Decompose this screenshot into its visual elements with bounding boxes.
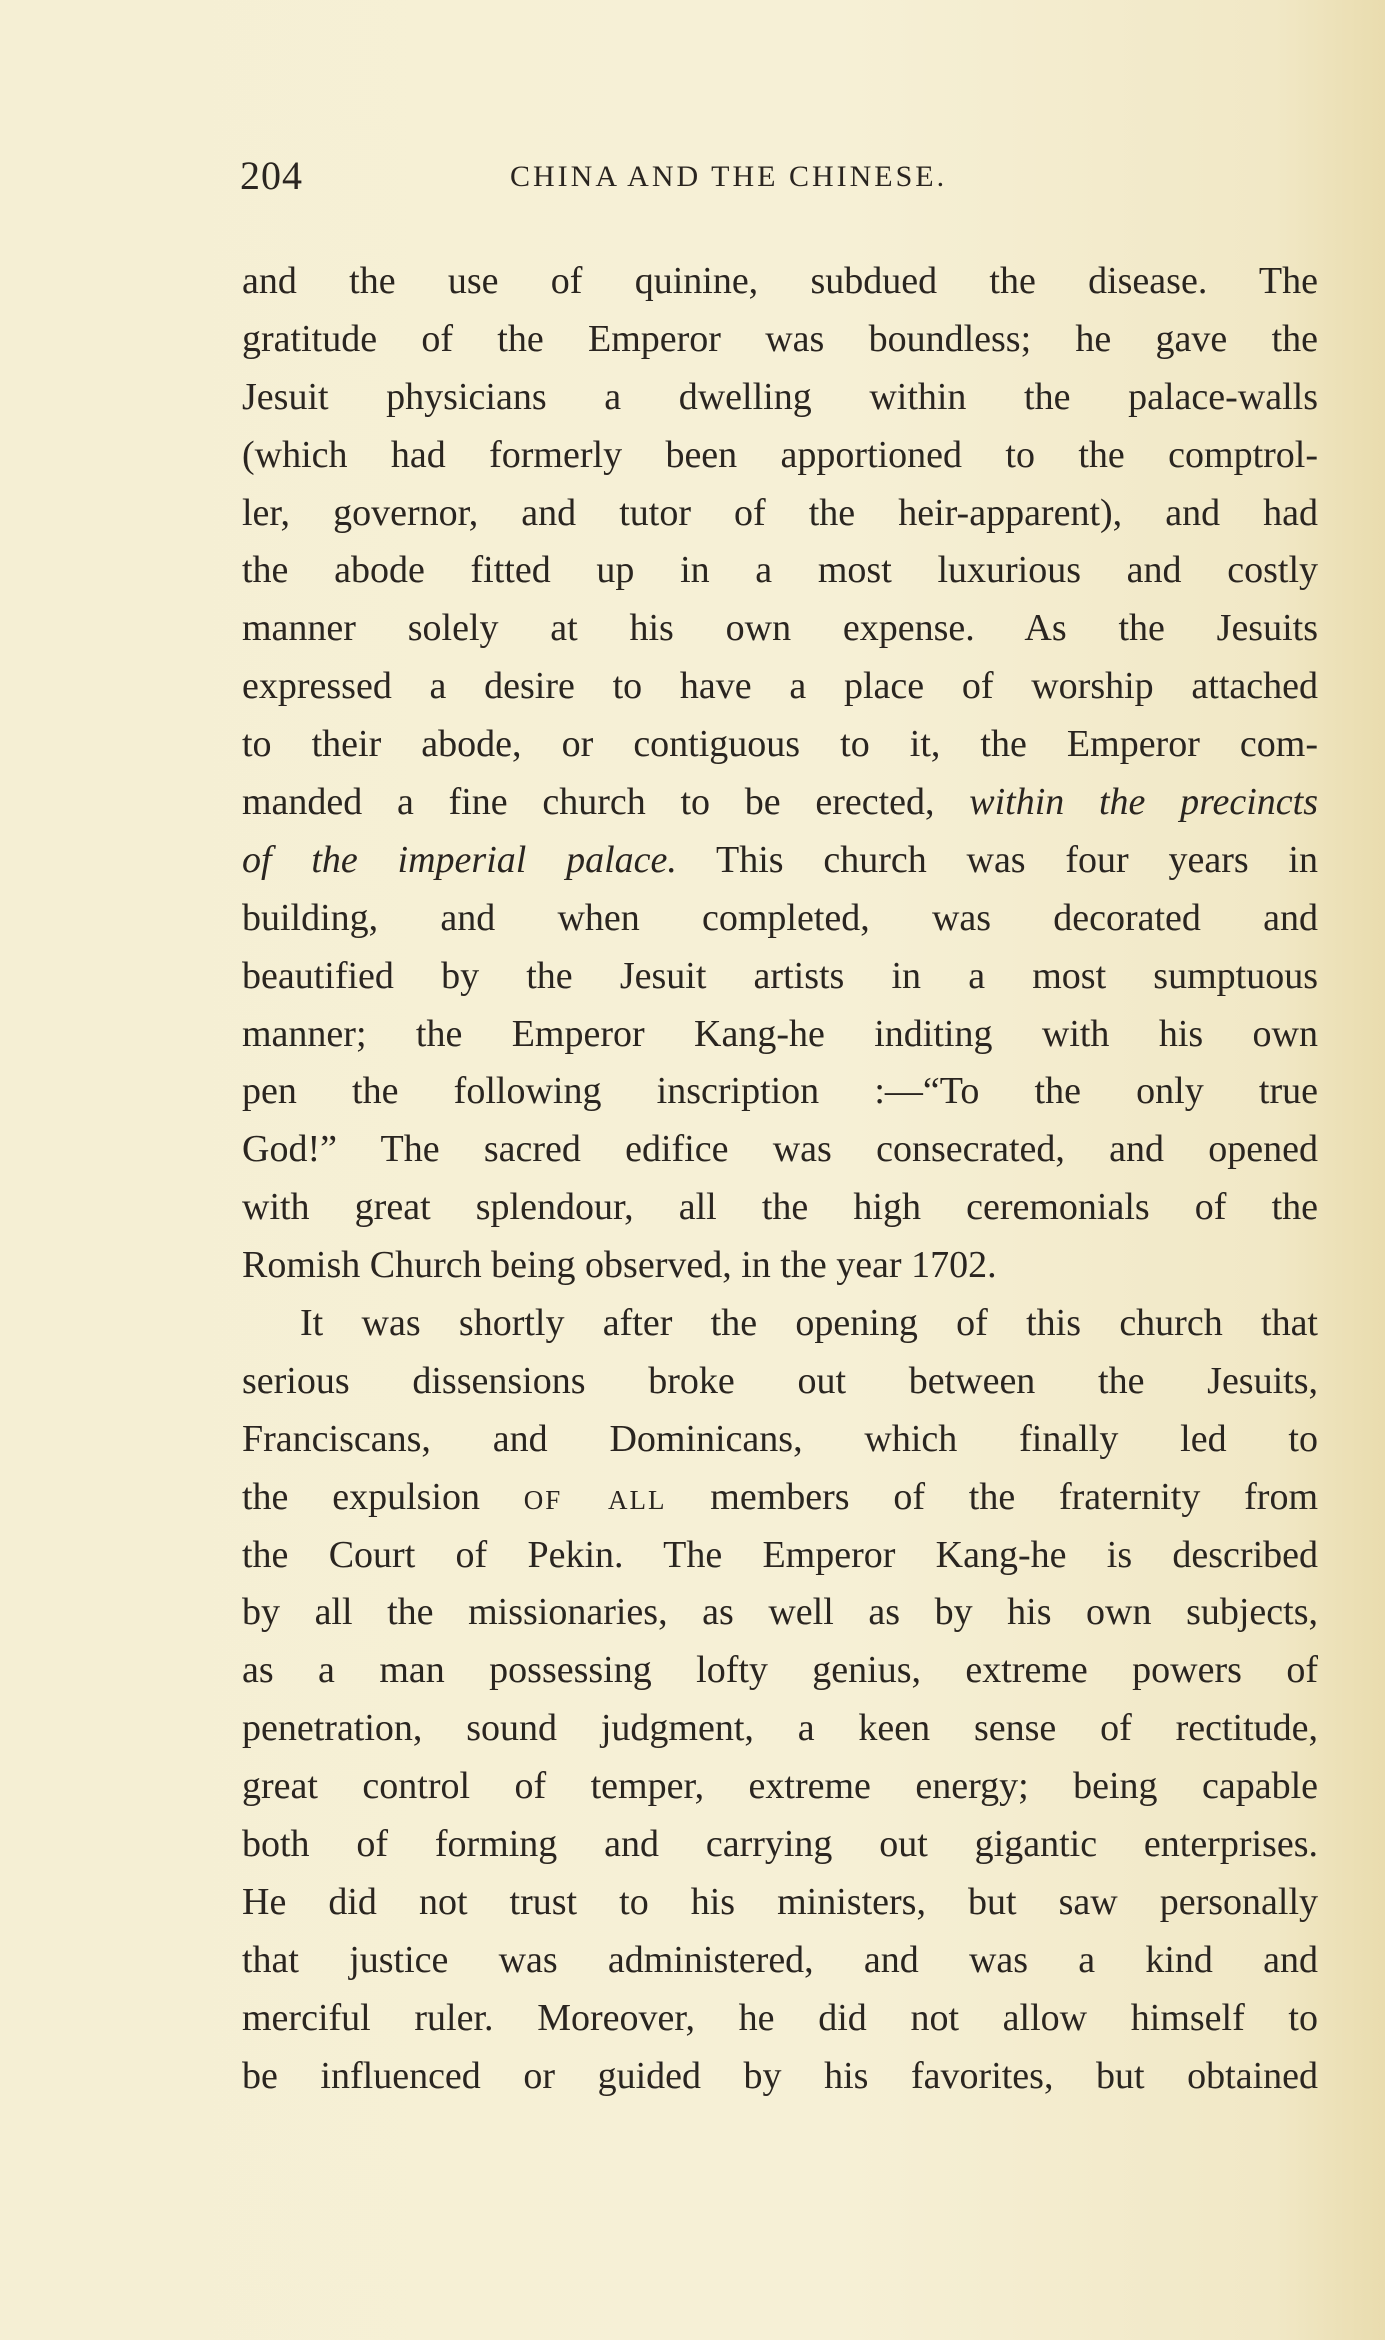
page-number: 204: [240, 153, 303, 198]
text-line-with-italic: [242, 832, 1318, 890]
page-header: [240, 152, 1070, 202]
text-line: building, and when completed, was decorated and: [242, 896, 1318, 939]
text-line: great control of temper, extreme energy; being capable: [242, 1765, 1318, 1808]
paragraph-start-line: It was shortly after the opening of this church that: [300, 1302, 1318, 1345]
text-line: God!” The sacred edifice was consecrated, and opened: [242, 1128, 1318, 1171]
text-segment: the expulsion: [242, 1475, 524, 1518]
text-line-with-small-caps: [242, 1469, 1318, 1527]
text-line: manner solely at his own expense. As the Jesuits: [242, 607, 1318, 650]
text-line-with-italic: [242, 774, 1318, 832]
text-segment: This church was four years in: [676, 838, 1318, 881]
text-line: manner; the Emperor Kang-he inditing with his own: [242, 1012, 1318, 1055]
text-line: pen the following inscription :—“To the only true: [242, 1070, 1318, 1113]
text-line: both of forming and carrying out gigantic enterprises.: [242, 1823, 1318, 1866]
text-line: that justice was administered, and was a kind and: [242, 1938, 1318, 1981]
italic-phrase: within the precincts: [969, 781, 1318, 824]
text-line: and the use of quinine, subdued the disease. The: [242, 260, 1318, 302]
running-head: CHINA AND THE CHINESE.: [510, 160, 948, 193]
text-line: gratitude of the Emperor was boundless; he gave the: [242, 317, 1318, 360]
paragraph-end-line: Romish Church being observed, in the year 1702.: [242, 1244, 997, 1287]
text-line: merciful ruler. Moreover, he did not allow himself to: [242, 1996, 1318, 2039]
text-line: the Court of Pekin. The Emperor Kang-he is described: [242, 1533, 1318, 1576]
text-line: He did not trust to his ministers, but saw personally: [242, 1880, 1318, 1923]
small-caps-phrase: of all: [523, 1475, 667, 1518]
text-line: beautified by the Jesuit artists in a most sumptuous: [242, 954, 1318, 997]
text-line: (which had formerly been apportioned to the comptrol-: [242, 433, 1318, 476]
text-line: to their abode, or contiguous to it, the Emperor com-: [242, 723, 1318, 766]
body-text: [242, 253, 1318, 2106]
text-line: the abode fitted up in a most luxurious and costly: [242, 549, 1318, 592]
italic-phrase: of the imperial palace.: [242, 838, 677, 881]
text-line: by all the missionaries, as well as by his own subjects,: [242, 1591, 1318, 1634]
text-line: serious dissensions broke out between the Jesuits,: [242, 1359, 1318, 1402]
text-segment: members of the fraternity from: [666, 1475, 1318, 1518]
text-line: Jesuit physicians a dwelling within the palace-walls: [242, 375, 1318, 418]
text-segment: manded a fine church to be erected,: [242, 781, 970, 824]
text-line: expressed a desire to have a place of worship attached: [242, 665, 1318, 708]
text-line: Franciscans, and Dominicans, which finally led to: [242, 1417, 1318, 1460]
text-line: with great splendour, all the high ceremonials of the: [242, 1186, 1318, 1229]
text-line: ler, governor, and tutor of the heir-apparent), and had: [242, 491, 1318, 534]
text-line: as a man possessing lofty genius, extreme powers of: [242, 1649, 1318, 1692]
text-line: be influenced or guided by his favorites, but obtained: [242, 2054, 1318, 2097]
text-line: penetration, sound judgment, a keen sense of rectitude,: [242, 1707, 1318, 1750]
